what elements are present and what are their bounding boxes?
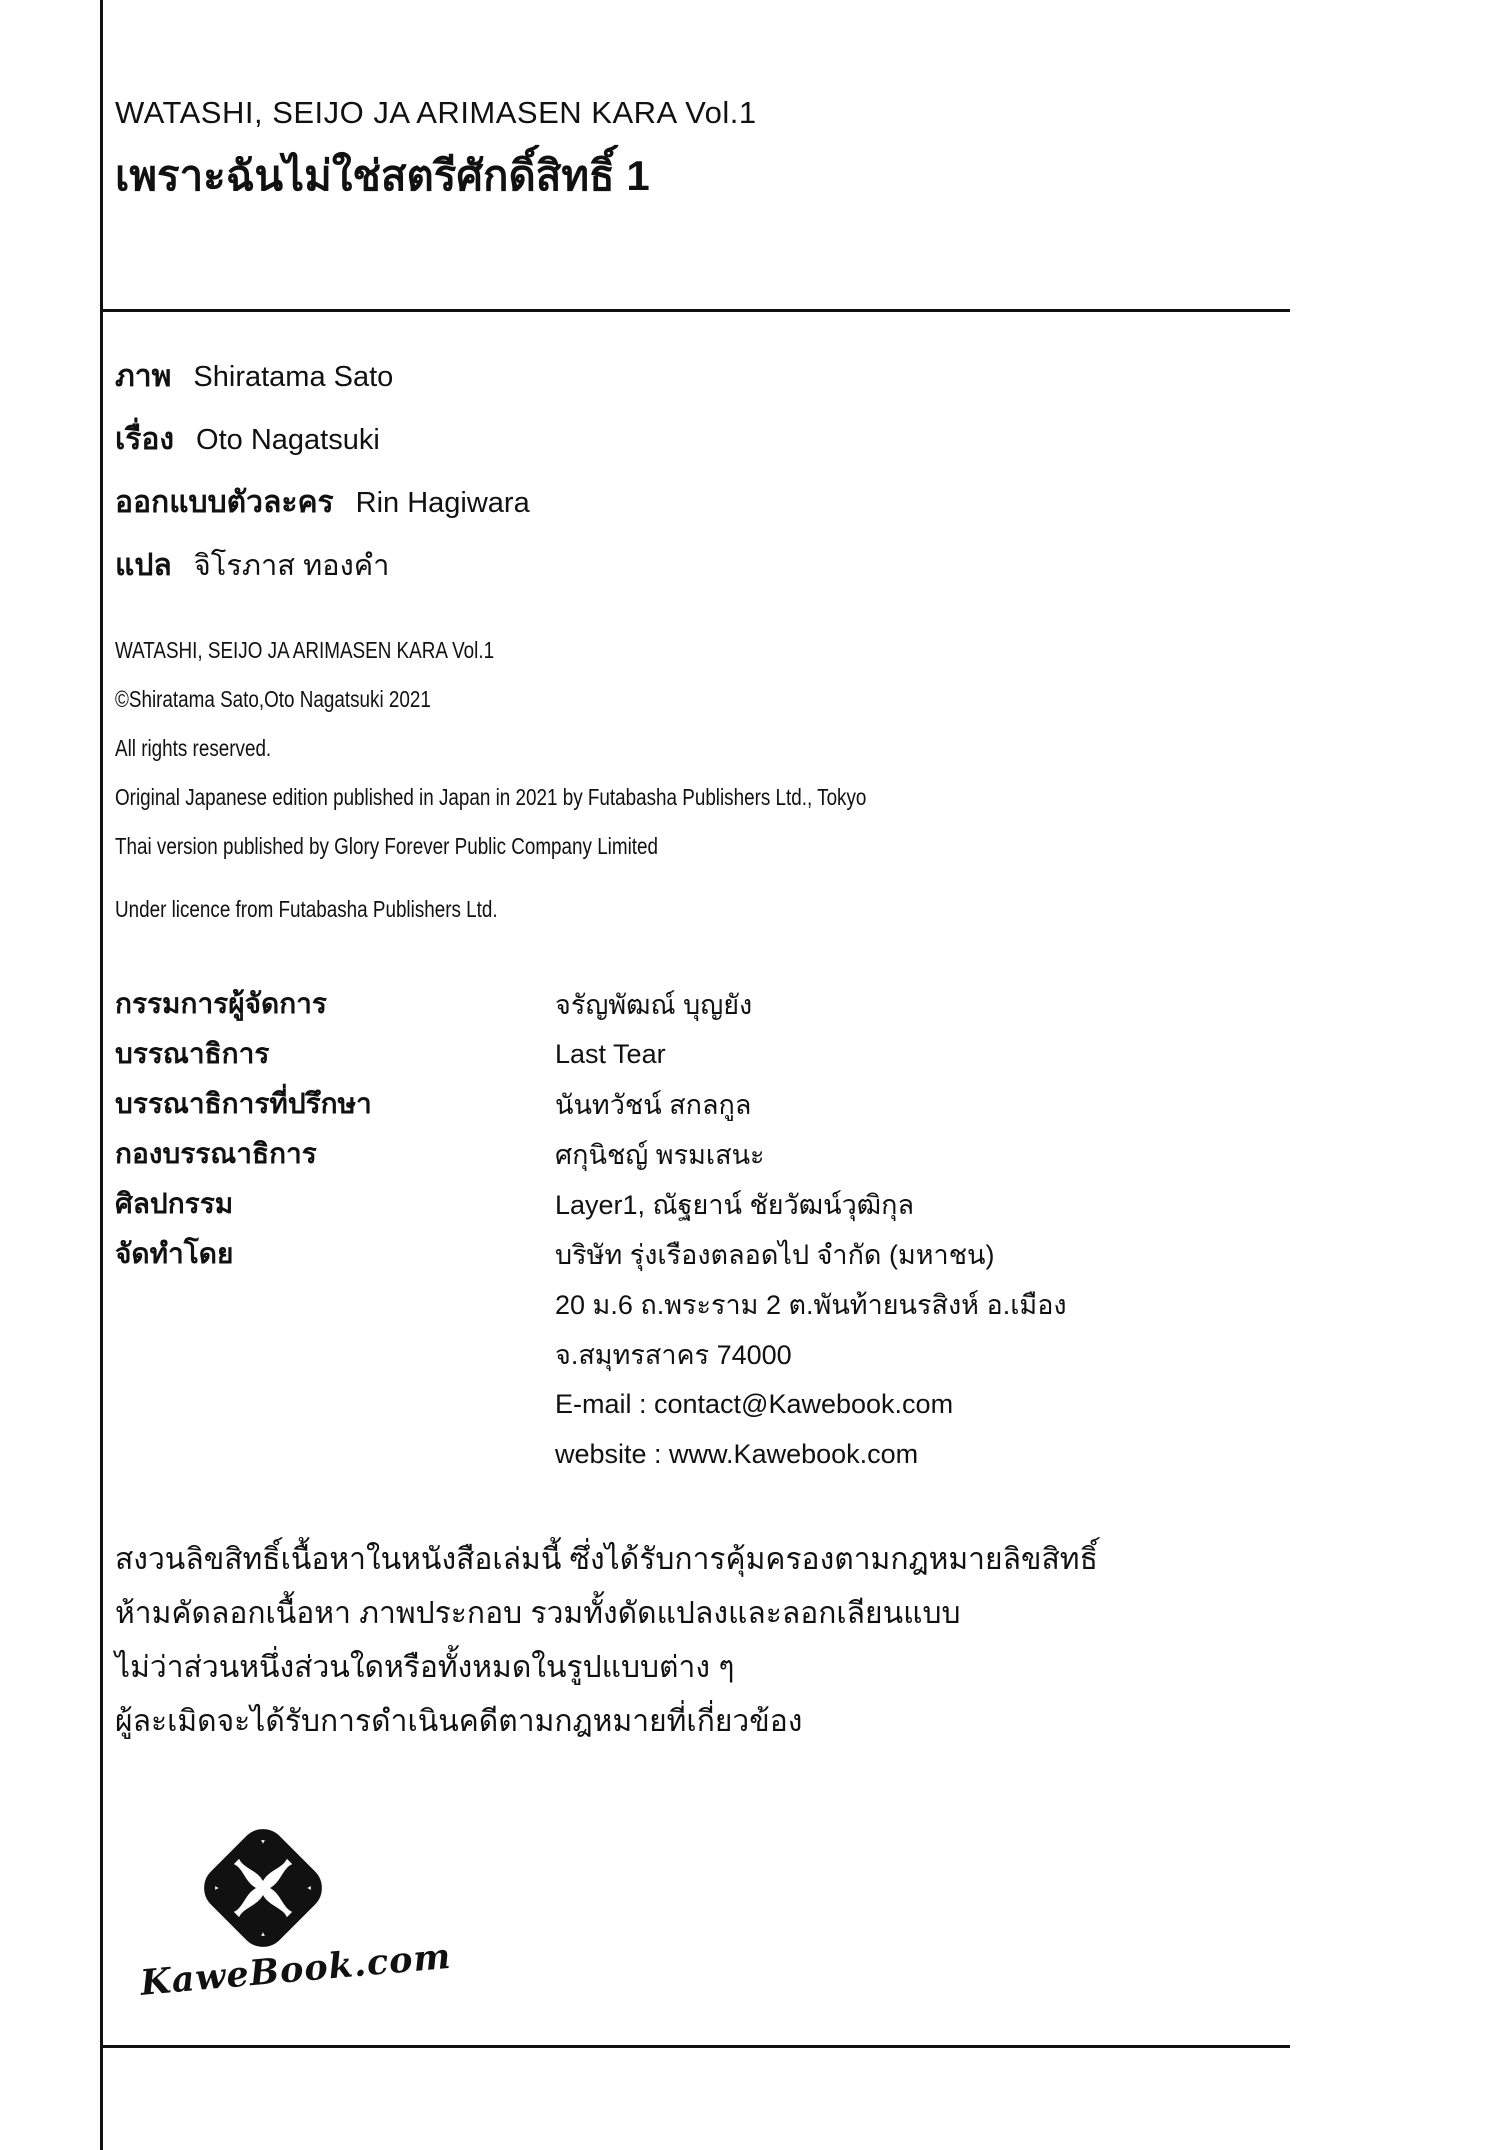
thai-title: เพราะฉันไม่ใช่สตรีศักดิ์สิทธิ์ 1: [115, 152, 650, 199]
credit-label-character-design: ออกแบบตัวละคร: [115, 486, 334, 519]
credit-label-translator: แปล: [115, 549, 172, 582]
credit-label-art: ภาพ: [115, 360, 172, 393]
footer-divider: [100, 2045, 1290, 2048]
staff-row: [115, 1079, 1067, 1129]
staff-value-website: website : www.Kawebook.com: [555, 1438, 919, 1469]
staff-row: [115, 1179, 1067, 1229]
kawebook-logo-wordmark: KaweBook.com: [138, 1935, 453, 2004]
credit-value-translator: จิโรภาส ทองคำ: [193, 550, 390, 582]
staff-value-editor: Last Tear: [555, 1038, 666, 1069]
copyright-block: [115, 626, 1031, 934]
header-divider: [100, 309, 1290, 312]
staff-label-managing-director: กรรมการผู้จัดการ: [115, 988, 327, 1019]
staff-row: [115, 1279, 1067, 1329]
credit-row: [115, 416, 530, 479]
staff-row: [115, 1379, 1067, 1429]
rights-notice-line: ผู้ละเมิดจะได้รับการดำเนินคดีตามกฎหมายที่เกี่ยวข้อง: [115, 1705, 803, 1738]
staff-label-consulting-editor: บรรณาธิการที่ปรึกษา: [115, 1088, 372, 1119]
rights-notice-line: ห้ามคัดลอกเนื้อหา ภาพประกอบ รวมทั้งดัดแปลงและลอกเลียนแบบ: [115, 1597, 961, 1630]
copyright-line: Under licence from Futabasha Publishers Ltd.: [115, 896, 498, 922]
rights-notice-line: สงวนลิขสิทธิ์เนื้อหาในหนังสือเล่มนี้ ซึ่งได้รับการคุ้มครองตามกฎหมายลิขสิทธิ์: [115, 1543, 1098, 1576]
credit-row: [115, 479, 530, 542]
staff-value-art-department: Layer1, ณัฐยาน์ ชัยวัฒน์วุฒิกุล: [555, 1189, 915, 1220]
romanized-title: WATASHI, SEIJO JA ARIMASEN KARA Vol.1: [115, 95, 757, 130]
copyright-line: WATASHI, SEIJO JA ARIMASEN KARA Vol.1: [115, 637, 495, 663]
staff-value-email: E-mail : contact@Kawebook.com: [555, 1388, 954, 1419]
creator-credits: [115, 353, 530, 605]
staff-value-company-name: บริษัท รุ่งเรืองตลอดไป จำกัด (มหาชน): [555, 1239, 995, 1270]
staff-row: [115, 1429, 1067, 1479]
copyright-line: Original Japanese edition published in Japan in 2021 by Futabasha Publishers Ltd., Tokyo: [115, 784, 867, 810]
credit-label-story: เรื่อง: [115, 423, 175, 456]
staff-value-editorial-team: ศกุนิชญ์ พรมเสนะ: [555, 1139, 765, 1170]
staff-value-address-line1: 20 ม.6 ถ.พระราม 2 ต.พันท้ายนรสิงห์ อ.เมือง: [555, 1289, 1067, 1320]
staff-row: [115, 1229, 1067, 1279]
staff-row: [115, 1129, 1067, 1179]
copyright-line: ©Shiratama Sato,Oto Nagatsuki 2021: [115, 686, 431, 712]
staff-label-editorial-team: กองบรรณาธิการ: [115, 1138, 317, 1169]
credit-row: [115, 542, 530, 605]
copyright-line: All rights reserved.: [115, 735, 272, 761]
staff-label-editor: บรรณาธิการ: [115, 1038, 270, 1069]
credit-row: [115, 353, 530, 416]
copyright-line: Thai version published by Glory Forever Public Company Limited: [115, 833, 658, 859]
credit-value-art: Shiratama Sato: [193, 361, 394, 393]
credit-value-story: Oto Nagatsuki: [196, 424, 380, 456]
staff-value-consulting-editor: นันทวัชน์ สกลกูล: [555, 1089, 752, 1120]
staff-row: [115, 1329, 1067, 1379]
staff-label-produced-by: จัดทำโดย: [115, 1238, 234, 1269]
rights-notice-line: ไม่ว่าส่วนหนึ่งส่วนใดหรือทั้งหมดในรูปแบบต่าง ๆ: [115, 1651, 735, 1684]
credit-value-character-design: Rin Hagiwara: [355, 487, 530, 519]
left-margin-rule: [100, 0, 103, 2150]
kawebook-clover-logo-icon: [193, 1818, 333, 1958]
staff-value-managing-director: จรัญพัฒณ์ บุญยัง: [555, 989, 753, 1020]
staff-row: [115, 1029, 1067, 1079]
staff-row: [115, 979, 1067, 1029]
rights-notice: [115, 1533, 1098, 1749]
publisher-staff-list: [115, 979, 1067, 1479]
staff-label-art-department: ศิลปกรรม: [115, 1188, 234, 1219]
staff-value-address-line2: จ.สมุทรสาคร 74000: [555, 1339, 792, 1370]
